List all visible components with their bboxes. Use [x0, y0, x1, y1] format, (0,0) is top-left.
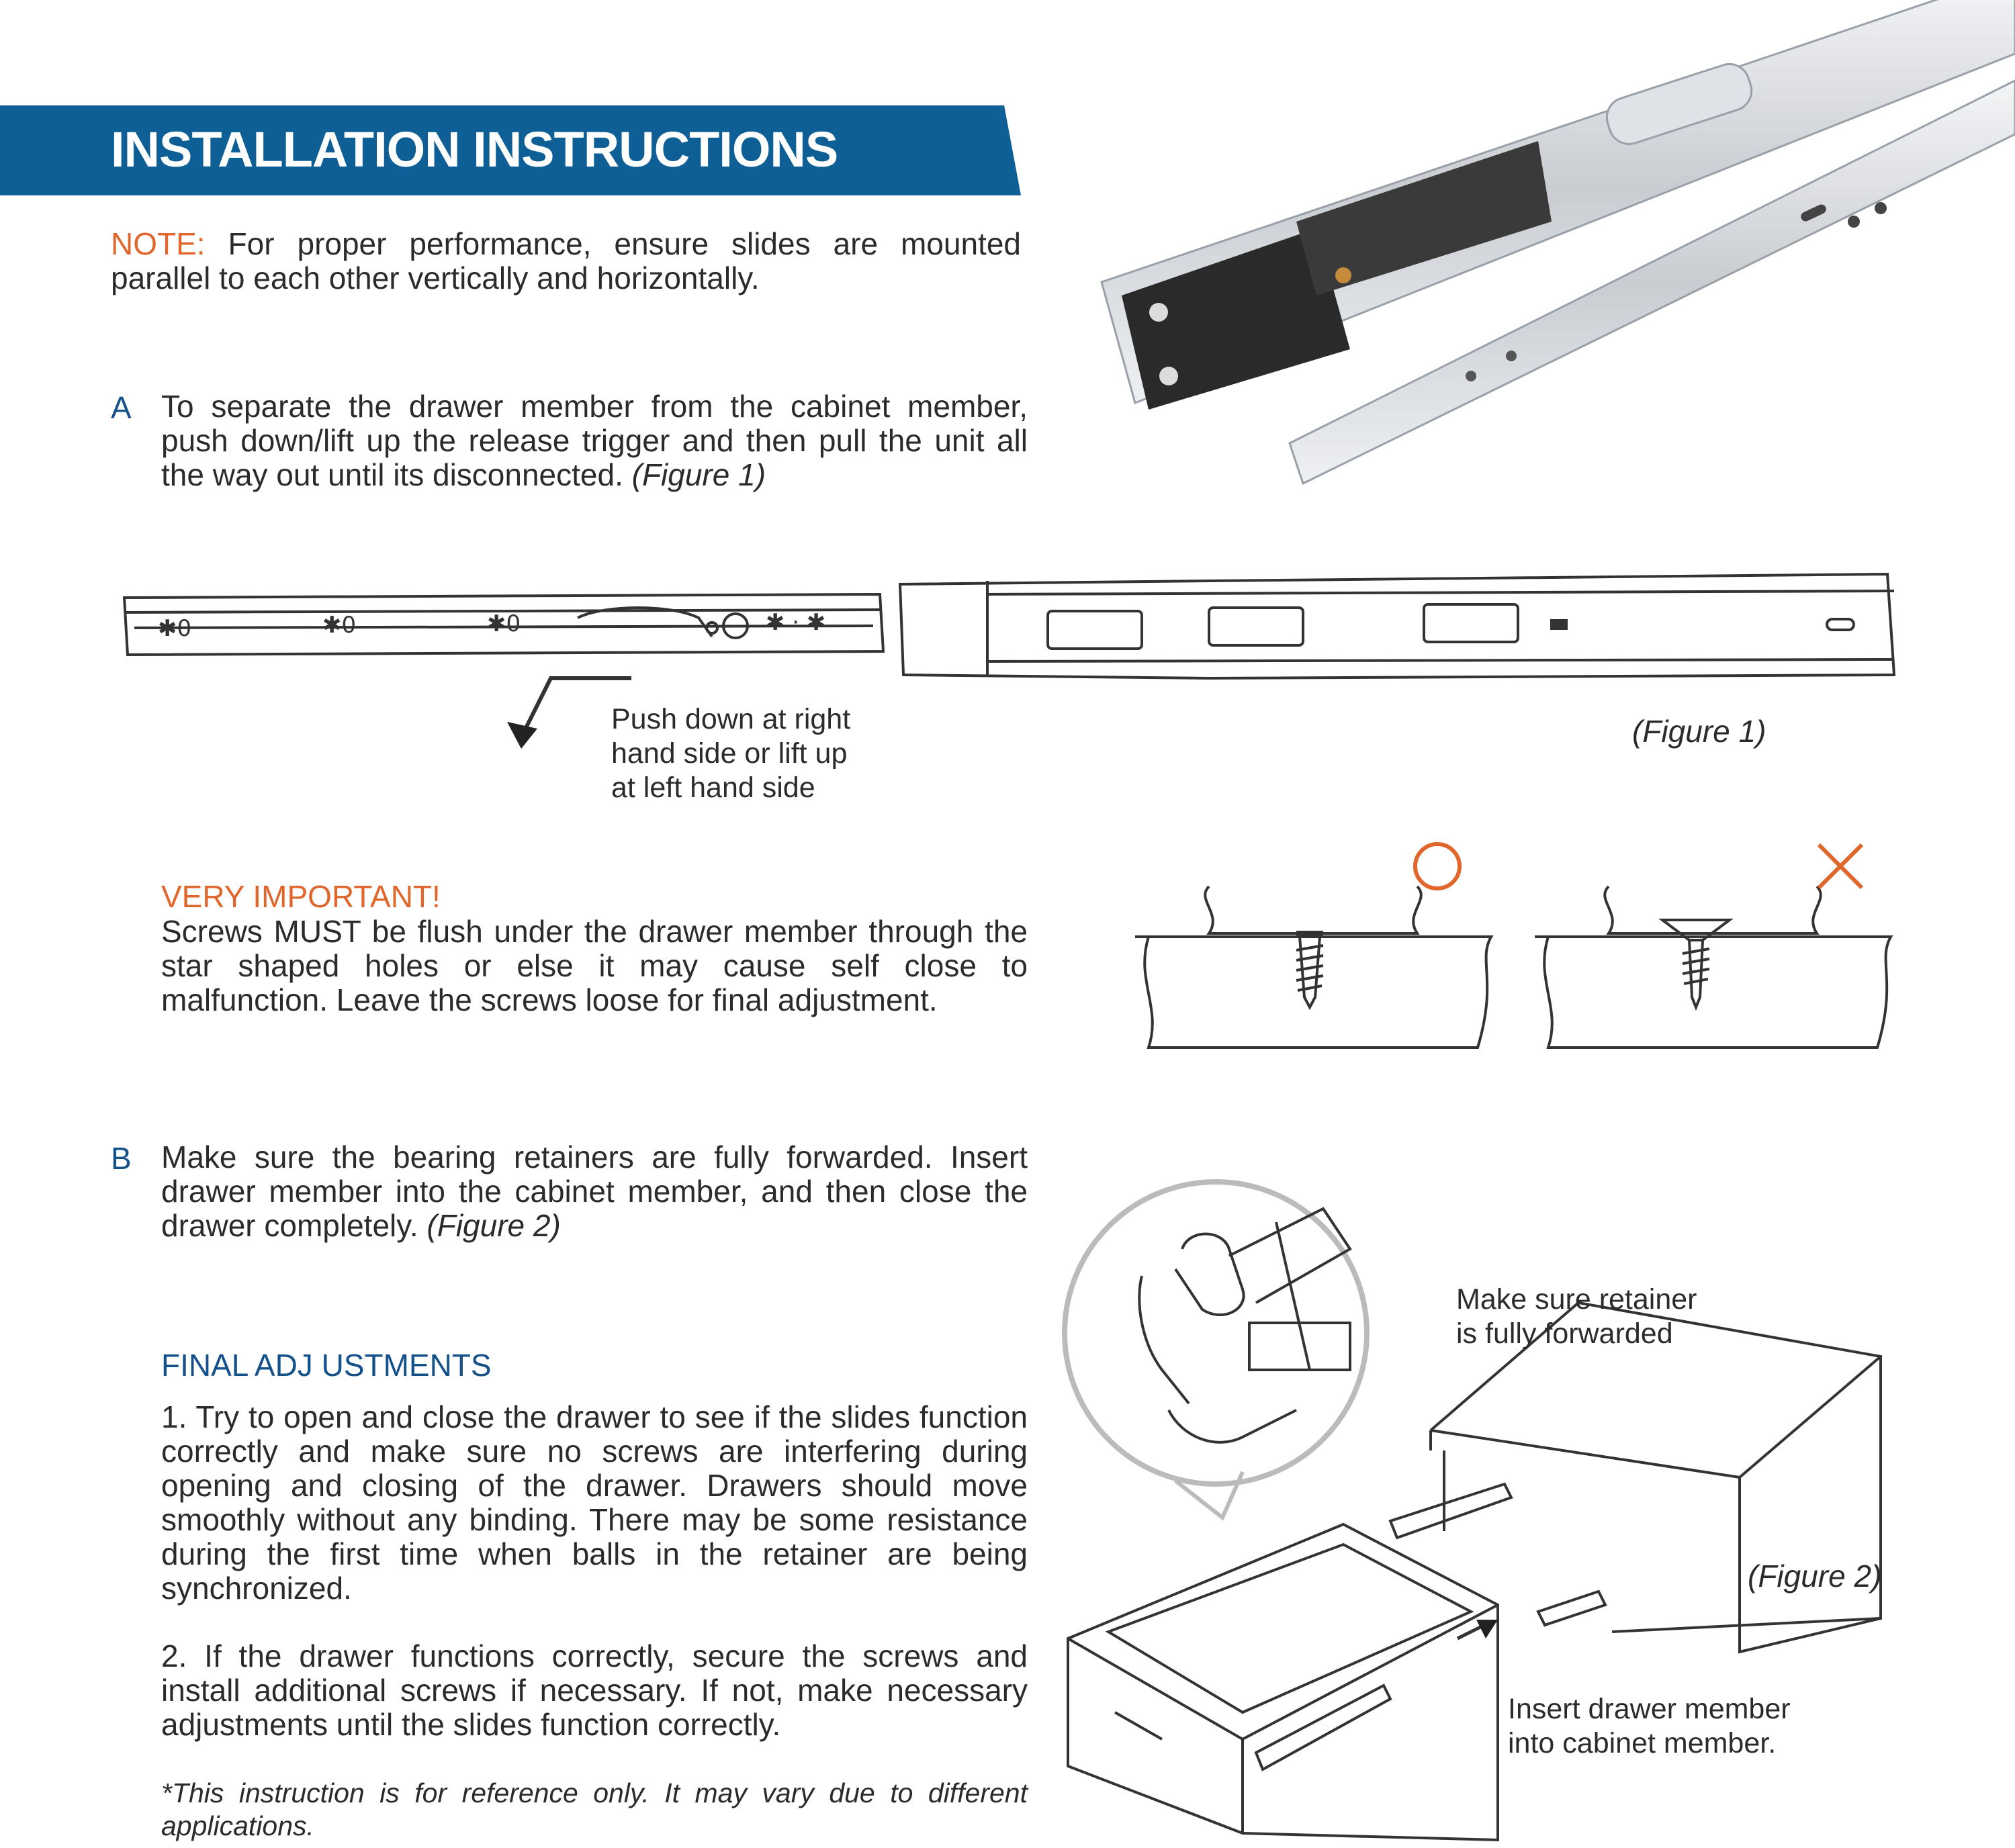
correct-circle-icon: [1410, 839, 1464, 893]
product-photo: [1095, 0, 2015, 497]
step-b-paragraph: [161, 1140, 1028, 1243]
screw-diagram-correct: [1135, 873, 1498, 1054]
svg-text:✱0: ✱0: [158, 615, 192, 642]
svg-text:✱0: ✱0: [322, 612, 357, 639]
figure2-label: (Figure 2): [1748, 1559, 1882, 1593]
step-a-paragraph: [161, 389, 1028, 492]
step-b-text: Make sure the bearing retainers are fully forwarded. Insert drawer member into the cabinet member, and then close the drawer completely.: [161, 1140, 1028, 1243]
figure1-caption-line-2: hand side or lift up: [611, 737, 848, 770]
step-a-text: To separate the drawer member from the cabinet member, push down/lift up the release trigger and then pull the unit all the way out until its disconnected.: [161, 389, 1028, 492]
disclaimer: *This instruction is for reference only. It may vary due to different applications.: [161, 1777, 1028, 1841]
note-text: For proper performance, ensure slides are mounted parallel to each other vertically and horizontally.: [111, 226, 1022, 295]
step-a-letter: A: [111, 390, 132, 425]
final-adjustments-item-2: 2. If the drawer functions correctly, secure the screws and install additional screws if necessary. If not, make necessary adjustments until the slides function correctly.: [161, 1638, 1028, 1742]
figure2-retainer-caption-line-2: is fully forwarded: [1456, 1318, 1673, 1350]
final-adjustments-item-1: 1. Try to open and close the drawer to see if the slides function correctly and make sure no screws are interfering during opening and closing of the drawer. Drawers should move smoothly without any binding. There may be some resistance during the first time when balls in the retainer are being synchronized.: [161, 1399, 1028, 1606]
final-adjustments-heading: FINAL ADJ USTMENTS: [161, 1348, 492, 1383]
figure1-caption-line-1: Push down at right: [611, 703, 851, 735]
incorrect-x-icon: [1814, 839, 1867, 893]
figure1-label: (Figure 1): [1632, 714, 1766, 749]
step-b-letter: B: [111, 1141, 132, 1176]
svg-text:✱0: ✱0: [487, 610, 521, 637]
note-paragraph: [111, 227, 1021, 295]
screw-diagram-incorrect: [1535, 873, 1897, 1054]
figure2-insert-caption-line-1: Insert drawer member: [1508, 1693, 1791, 1725]
figure2-retainer-caption-line-1: Make sure retainer: [1456, 1283, 1697, 1315]
important-text: Screws MUST be flush under the drawer member through the star shaped holes or else it may cause self close to malfunction. Leave the screws loose for final adjustment.: [161, 914, 1028, 1017]
figure1-caption-line-3: at left hand side: [611, 772, 815, 804]
figure2-insert-caption-line-2: into cabinet member.: [1508, 1727, 1777, 1759]
step-b-figure-ref: (Figure 2): [427, 1208, 561, 1243]
svg-text:✱ · ✱: ✱ · ✱: [766, 609, 826, 636]
step-a-figure-ref: (Figure 1): [631, 457, 766, 492]
page-title: INSTALLATION INSTRUCTIONS: [111, 122, 838, 177]
important-heading: VERY IMPORTANT!: [161, 879, 441, 914]
note-label: NOTE:: [111, 226, 206, 261]
